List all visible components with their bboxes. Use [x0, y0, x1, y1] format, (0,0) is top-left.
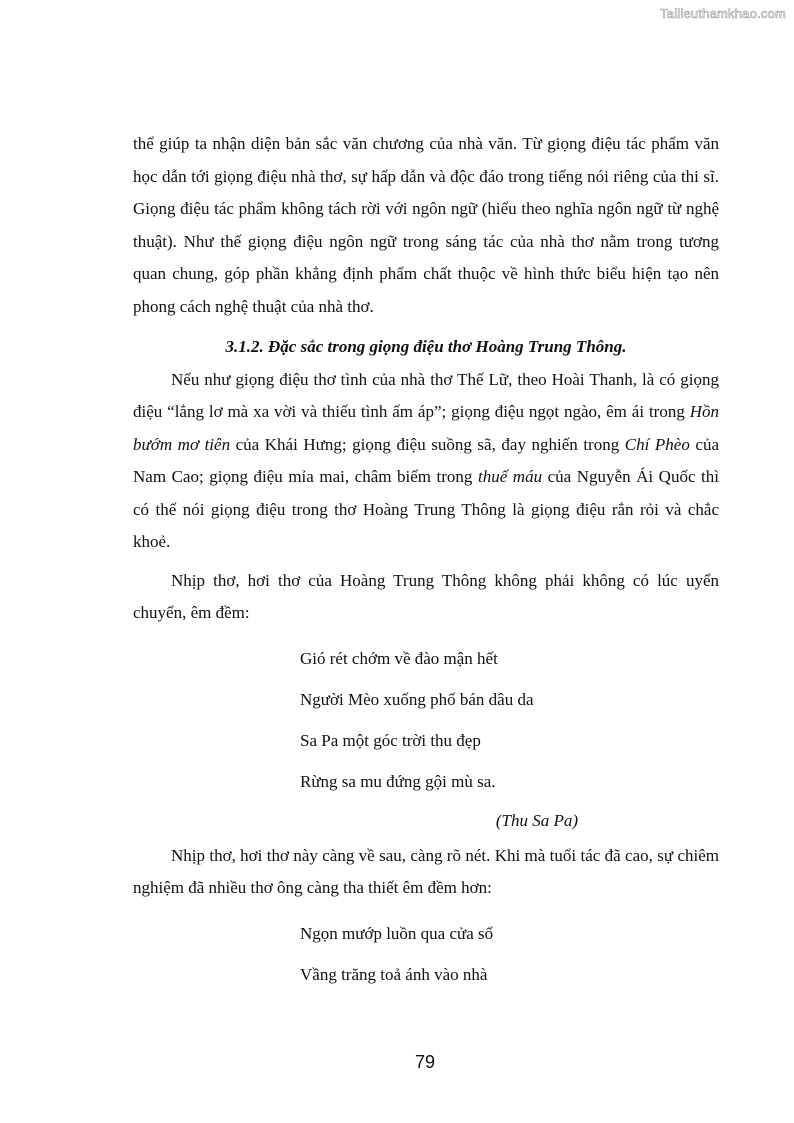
paragraph-2-text-4: của Nguyễn Ái Quốc thì có thể nói giọng điệu trong thơ Hoàng Trung Thông là giọng điệu rắn rỏi và chắc khoẻ. [133, 467, 719, 551]
poem-line: Sa Pa một góc trời thu đẹp [300, 730, 481, 750]
poem-line: Vầng trăng toả ánh vào nhà [300, 964, 488, 984]
work-title-hon-buom-mo-tien: Hồn bướm mơ tiên [133, 402, 719, 454]
paragraph-1: thể giúp ta nhận diện bản sắc văn chương của nhà văn. Từ giọng điệu tác phẩm văn học dẫn tới giọng điệu nhà thơ, sự hấp dẫn và độc đáo trong tiếng nói riêng của thi sĩ. Giọng điệu tác phẩm không tách rời với ngôn ngữ (hiểu theo nghĩa ngôn ngữ từ nghệ thuật). Như thế giọng điệu ngôn ngữ trong sáng tác của nhà thơ nằm trong tương quan chung, góp phần khẳng định phẩm chất thuộc về hình thức biểu hiện tạo nên phong cách nghệ thuật của nhà thơ. [133, 134, 719, 316]
work-title-chi-pheo: Chí Phèo [624, 434, 690, 454]
poem-line: Gió rét chớm về đào mận hết [300, 648, 498, 668]
paragraph-2 [133, 364, 719, 559]
page-body [133, 128, 719, 995]
paragraph-2-text-2: của Khái Hưng; giọng điệu suồng sã, đay nghiến trong [230, 434, 625, 454]
watermark: Tailieuthamkhao.com [660, 6, 786, 21]
work-title-thue-mau: thuế máu [477, 467, 543, 486]
paragraph-3: Nhịp thơ, hơi thơ của Hoàng Trung Thông không phải không có lúc uyển chuyển, êm đềm: [133, 570, 719, 622]
poem-line: Người Mèo xuống phố bán dâu da [300, 689, 534, 709]
paragraph-2-text-3: của Nam Cao; giọng điệu mỉa mai, châm biếm trong [133, 434, 719, 486]
paragraph-4: Nhịp thơ, hơi thơ này càng về sau, càng rõ nét. Khi mà tuổi tác đã cao, sự chiêm nghiệm đã nhiều thơ ông càng tha thiết êm đềm hơn: [133, 845, 719, 897]
poem-excerpt-2 [133, 913, 719, 995]
poem-line: Rừng sa mu đứng gội mù sa. [300, 771, 496, 791]
page-number: 79 [414, 1052, 436, 1072]
poem-line: Ngọn mướp luồn qua cửa sổ [300, 923, 494, 943]
paragraph-2-text-1: Nếu như giọng điệu thơ tình của nhà thơ Thế Lữ, theo Hoài Thanh, là có giọng điệu “lẳng lơ mà xa vời và thiếu tình ấm áp”; giọng điệu ngọt ngào, êm ái trong [133, 369, 719, 421]
poem-thu-sa-pa [133, 638, 719, 802]
poem-source: (Thu Sa Pa) [495, 810, 578, 830]
section-heading: 3.1.2. Đặc sắc trong giọng điệu thơ Hoàng Trung Thông. [225, 337, 627, 356]
